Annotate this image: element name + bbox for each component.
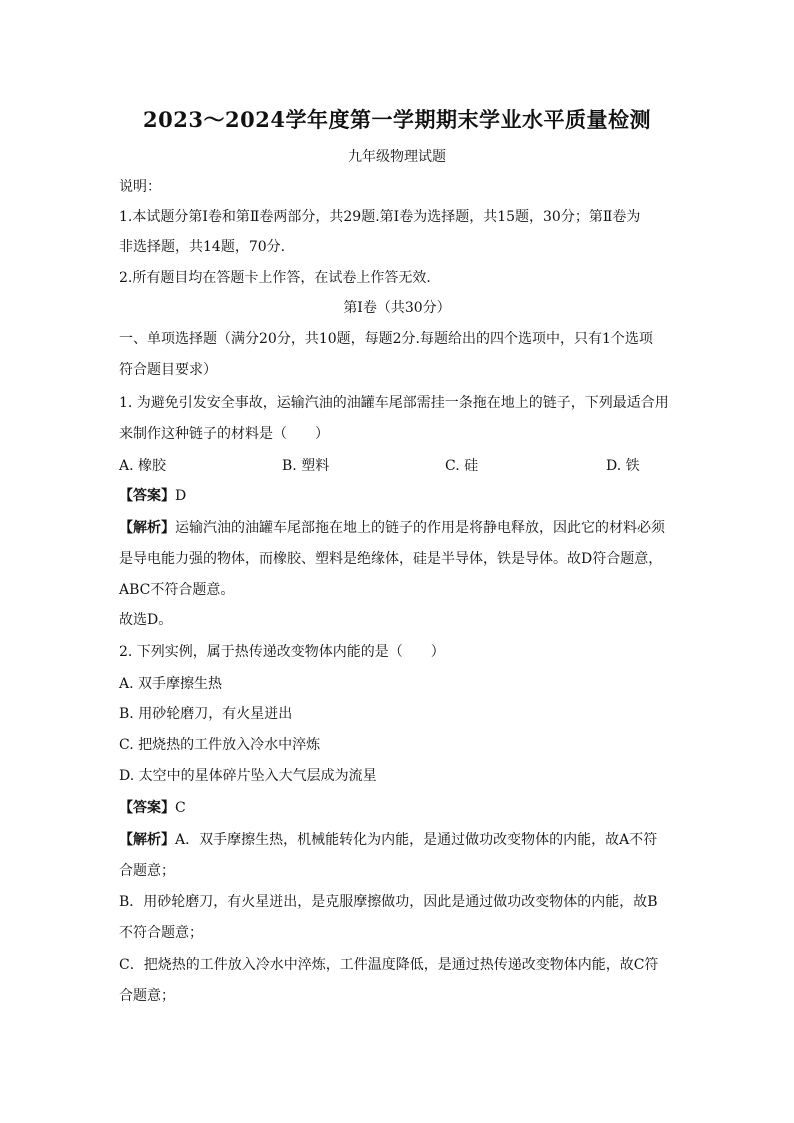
intro-label: 说明：: [119, 179, 161, 195]
section-instructions-line-2: 符合题目要求）: [119, 362, 217, 378]
analysis-label: 【解析】: [119, 520, 175, 536]
question-2-answer: [119, 798, 679, 818]
intro-item-1-line-2: 非选择题，共14题，70分.: [119, 239, 286, 255]
intro-item-1-line-1: 1.本试题分第Ⅰ卷和第Ⅱ卷两部分，共29题.第Ⅰ卷为选择题，共15题，30分；第Ⅱ卷为: [119, 209, 641, 225]
question-1-conclusion: 故选D。: [119, 612, 173, 628]
question-2-analysis-line-6: 合题意；: [119, 988, 175, 1004]
question-2-stem: 2. 下列实例，属于热传递改变物体内能的是（ ）: [119, 644, 445, 660]
question-2-analysis-line-2: 合题意；: [119, 863, 175, 879]
section-title: 第Ⅰ卷（共30分）: [343, 300, 451, 316]
answer-label: 【答案】: [119, 488, 175, 504]
question-2-analysis-line-4: 不符合题意；: [119, 925, 203, 941]
answer-label: 【答案】: [119, 800, 175, 816]
question-2-analysis-line-5: C．把烧热的工件放入冷水中淬炼，工件温度降低，是通过热传递改变物体内能，故C符: [119, 957, 659, 973]
question-1-option-d: D. 铁: [606, 458, 640, 474]
question-2-option-a: A. 双手摩擦生热: [119, 676, 223, 692]
analysis-text: A．双手摩擦生热，机械能转化为内能，是通过做功改变物体的内能，故A不符: [175, 832, 658, 848]
question-2-option-c: C. 把烧热的工件放入冷水中淬炼: [119, 737, 321, 753]
section-instructions-line-1: 一、单项选择题（满分20分，共10题，每题2分.每题给出的四个选项中，只有1个选项: [119, 331, 653, 347]
question-1-answer: [119, 486, 679, 506]
question-2-option-d: D. 太空中的星体碎片坠入大气层成为流星: [119, 768, 377, 784]
question-2-analysis-line-3: B．用砂轮磨刀，有火星迸出，是克服摩擦做功，因此是通过做功改变物体的内能，故B: [119, 894, 658, 910]
question-1-option-c: C. 硅: [445, 458, 479, 474]
page-subtitle: 九年级物理试题: [348, 149, 446, 165]
question-1-option-a: A. 橡胶: [119, 458, 167, 474]
question-1-stem-line-1: 1. 为避免引发安全事故，运输汽油的油罐车尾部需挂一条拖在地上的链子，下列最适合用: [119, 395, 669, 411]
question-1-analysis-line-2: 是导电能力强的物体，而橡胶、塑料是绝缘体，硅是半导体，铁是导体。故D符合题意，: [119, 551, 663, 567]
analysis-text: 运输汽油的油罐车尾部拖在地上的链子的作用是将静电释放，因此它的材料必须: [175, 520, 665, 536]
page-title: 2023～2024学年度第一学期期末学业水平质量检测: [143, 107, 651, 132]
answer-value: C: [175, 800, 186, 816]
analysis-label: 【解析】: [119, 832, 175, 848]
question-2-analysis-line-1: [119, 830, 679, 850]
question-1-analysis-line-3: ABC不符合题意。: [119, 582, 235, 598]
question-2-option-b: B. 用砂轮磨刀，有火星迸出: [119, 706, 293, 722]
question-1-analysis-line-1: [119, 518, 679, 538]
intro-item-2: 2.所有题目均在答题卡上作答，在试卷上作答无效.: [119, 270, 431, 286]
question-1-stem-line-2: 来制作这种链子的材料是（ ）: [119, 426, 329, 442]
question-1-option-b: B. 塑料: [282, 458, 330, 474]
answer-value: D: [175, 488, 187, 504]
